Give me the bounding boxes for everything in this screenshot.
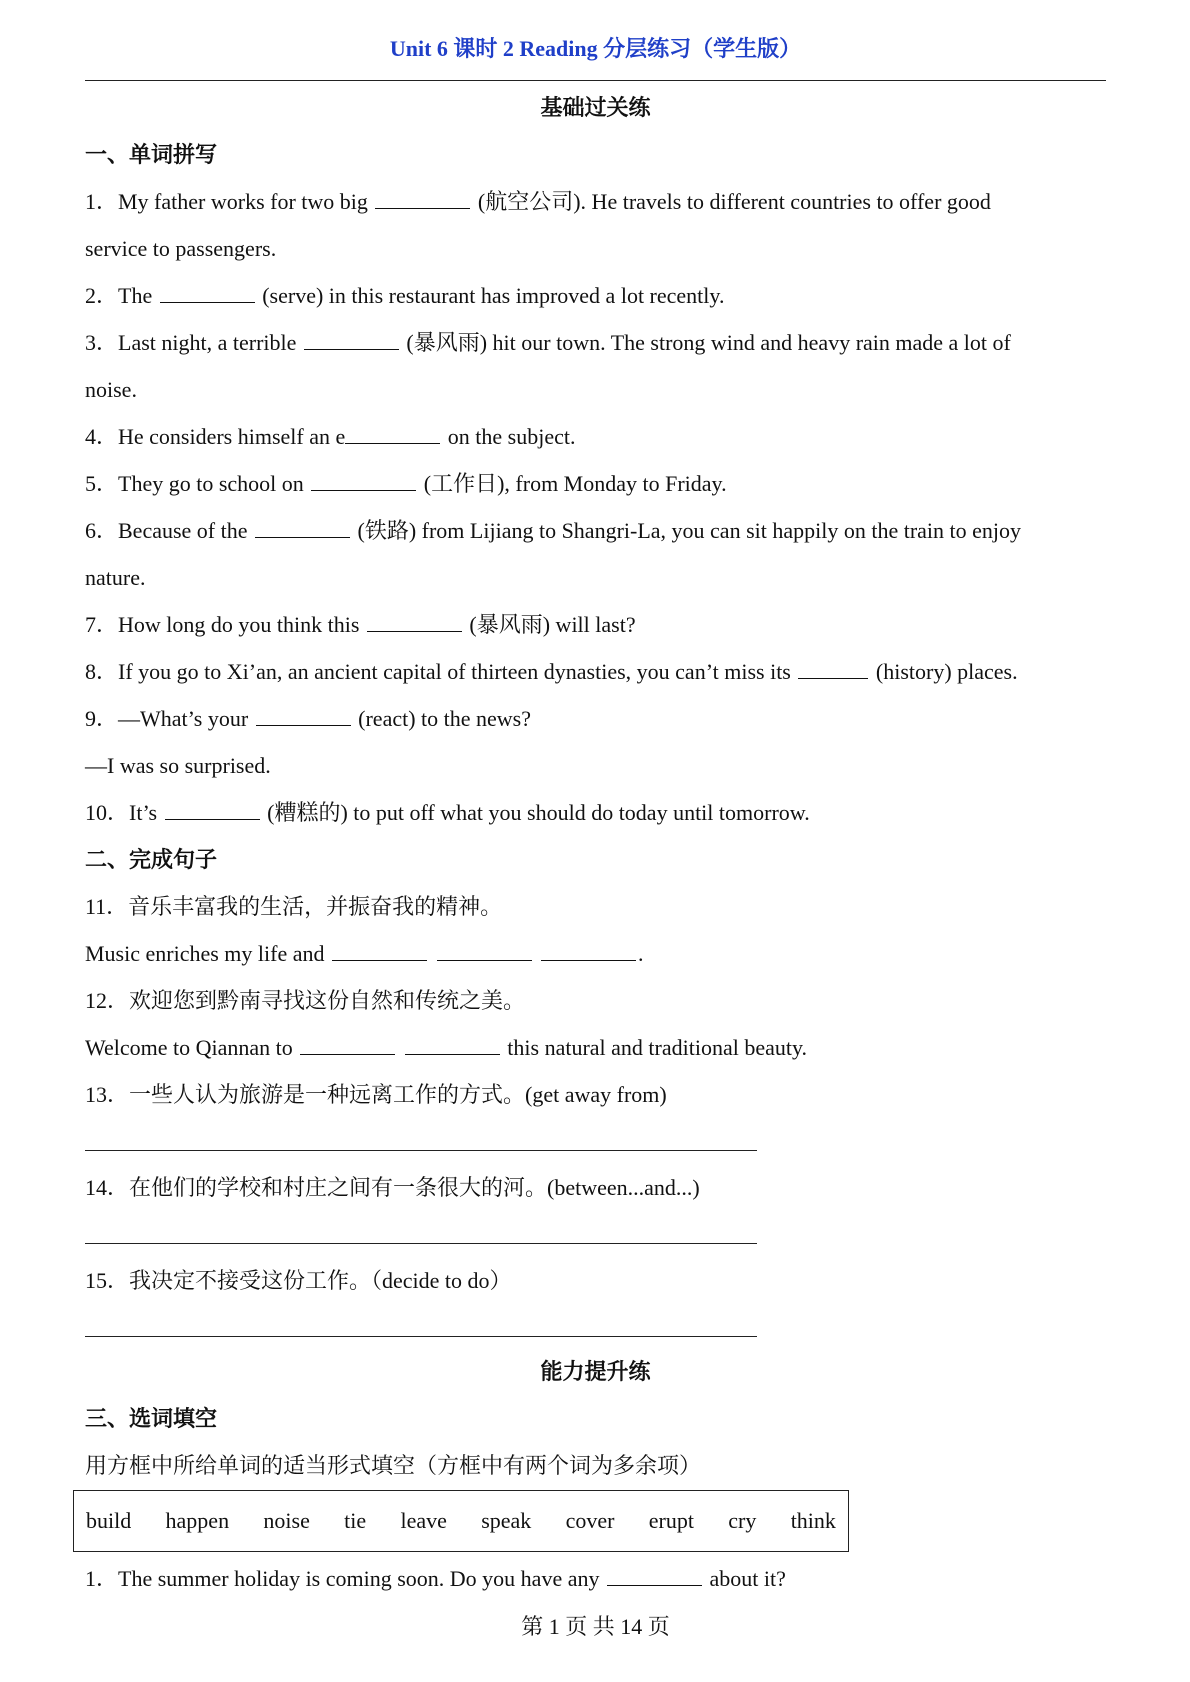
question-1 [85,187,991,217]
page-number: 第 1 页 共 14 页 [521,1614,670,1639]
answer-blank[interactable] [304,331,399,350]
section-3-question-1 [85,1564,786,1594]
question-4 [85,422,575,452]
q6-text-before: 6．Because of the [85,518,253,543]
q12-text-after: this natural and traditional beauty. [501,1035,808,1060]
section-1-title: 一、单词拼写 [85,142,218,167]
answer-line[interactable] [85,1243,757,1244]
q4-text-before: 4．He considers himself an e [85,424,346,449]
answer-blank[interactable] [165,801,260,820]
q2-text-before: 2．The [85,283,158,308]
q11-text-before: Music enriches my life and [85,941,330,966]
answer-blank[interactable] [332,942,427,961]
question-11-prompt: 11．音乐丰富我的生活，并振奋我的精神。 [85,894,503,919]
question-10 [85,798,810,828]
word-bank-item: cover [565,1508,615,1533]
question-15-prompt: 15．我决定不接受这份工作。（decide to do） [85,1268,512,1293]
word-bank-item: noise [263,1508,310,1533]
word-bank-item: leave [400,1508,447,1533]
answer-blank[interactable] [160,284,255,303]
answer-blank[interactable] [300,1036,395,1055]
question-5 [85,469,727,499]
q12-text-before: Welcome to Qiannan to [85,1035,299,1060]
answer-blank[interactable] [255,519,350,538]
answer-blank[interactable] [256,707,351,726]
q5-text-after: (工作日), from Monday to Friday. [418,471,727,496]
word-bank-box [73,1490,849,1552]
q10-text-after: (糟糕的) to put off what you should do today until tomorrow. [261,800,810,825]
q8-text-after: (history) places. [870,659,1018,684]
section-2-title: 二、完成句子 [85,847,218,872]
s3q1-text-before: 1．The summer holiday is coming soon. Do you have any [85,1566,605,1591]
question-12 [85,1033,807,1063]
q9-text-after: (react) to the news? [352,706,532,731]
question-7 [85,610,636,640]
word-bank-item: erupt [648,1508,694,1533]
word-bank-item: cry [728,1508,757,1533]
answer-blank[interactable] [798,660,868,679]
word-bank-item: build [86,1508,132,1533]
section-3-title: 三、选词填空 [85,1406,218,1431]
question-6-line-2: nature. [85,565,146,590]
header-divider [85,80,1106,81]
answer-blank[interactable] [405,1036,500,1055]
answer-blank[interactable] [345,425,440,444]
question-6 [85,516,1021,546]
page-title: Unit 6 课时 2 Reading 分层练习（学生版） [389,36,802,61]
q3-text-before: 3．Last night, a terrible [85,330,302,355]
q9-text-before: 9．—What’s your [85,706,254,731]
question-2 [85,281,724,311]
q1-text-after: (航空公司). He travels to different countries to offer good [472,189,991,214]
section-3-instruction: 用方框中所给单词的适当形式填空（方框中有两个词为多余项） [85,1453,702,1478]
q4-text-after: on the subject. [442,424,576,449]
question-14-prompt: 14．在他们的学校和村庄之间有一条很大的河。(between...and...) [85,1175,700,1200]
q8-text-before: 8．If you go to Xi’an, an ancient capital of thirteen dynasties, you can’t miss its [85,659,797,684]
answer-blank[interactable] [311,472,416,491]
advanced-section-title: 能力提升练 [540,1359,651,1384]
basic-section-title: 基础过关练 [540,95,651,120]
question-11 [85,939,644,969]
q1-text-before: 1．My father works for two big [85,189,374,214]
question-13-prompt: 13．一些人认为旅游是一种远离工作的方式。(get away from) [85,1082,667,1107]
word-bank-item: happen [165,1508,230,1533]
question-3 [85,328,1011,358]
s3q1-text-after: about it? [703,1566,786,1591]
answer-line[interactable] [85,1336,757,1337]
question-8 [85,657,1018,687]
q7-text-after: (暴风雨) will last? [463,612,636,637]
word-bank-item: tie [344,1508,367,1533]
answer-blank[interactable] [367,613,462,632]
word-bank-item: think [790,1508,836,1533]
question-12-prompt: 12．欢迎您到黔南寻找这份自然和传统之美。 [85,988,526,1013]
q5-text-before: 5．They go to school on [85,471,310,496]
question-3-line-2: noise. [85,377,137,402]
q6-text-after: (铁路) from Lijiang to Shangri-La, you can sit happily on the train to enjoy [352,518,1022,543]
q11-text-after: . [638,941,644,966]
q10-text-before: 10．It’s [85,800,163,825]
question-1-line-2: service to passengers. [85,236,277,261]
question-9-reply: —I was so surprised. [85,753,271,778]
word-bank-item: speak [481,1508,532,1533]
answer-blank[interactable] [607,1567,702,1586]
q7-text-before: 7．How long do you think this [85,612,365,637]
q2-text-after: (serve) in this restaurant has improved a lot recently. [256,283,725,308]
answer-line[interactable] [85,1150,757,1151]
answer-blank[interactable] [541,942,636,961]
answer-blank[interactable] [437,942,532,961]
answer-blank[interactable] [375,190,470,209]
question-9 [85,704,531,734]
q3-text-after: (暴风雨) hit our town. The strong wind and heavy rain made a lot of [400,330,1011,355]
